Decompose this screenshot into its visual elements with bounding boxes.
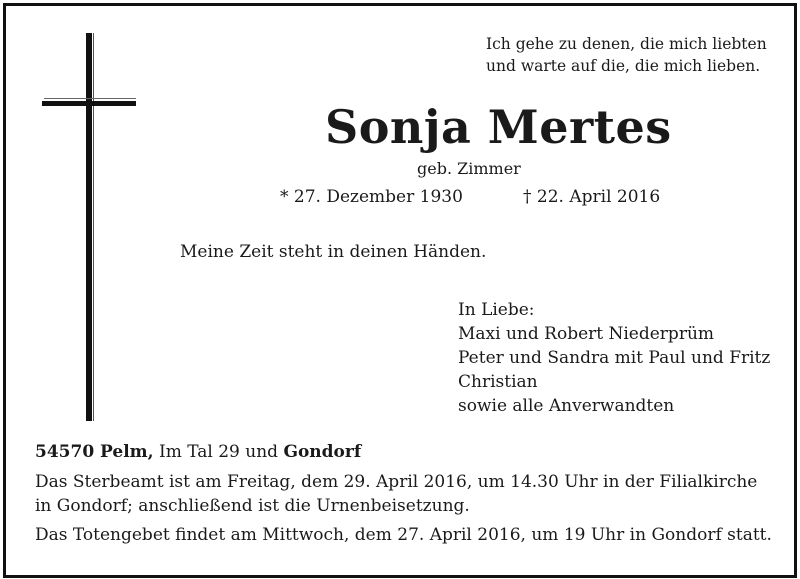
mourner-line: Peter und Sandra mit Paul und Fritz [458,348,771,368]
mourner-line: sowie alle Anverwandten [458,396,675,416]
service-info [35,470,775,552]
funeral-info: Das Sterbeamt ist am Freitag, dem 29. April 2016, um 14.30 Uhr in der Filialkirche in Gondorf; anschließend ist die Urnenbeisetzung. [35,472,758,516]
address-street: Im Tal 29 und [153,442,284,462]
mourner-line: Christian [458,372,538,392]
bible-verse: Meine Zeit steht in deinen Händen. [180,242,487,262]
death-date: † 22. April 2016 [523,187,661,207]
deceased-name: Sonja Mertes [325,100,672,154]
motto [486,33,767,77]
birth-name: geb. Zimmer [417,159,521,178]
address-line [35,442,361,462]
mourners-block [458,298,770,418]
mourners-intro: In Liebe: [458,300,535,320]
motto-line-2: und warte auf die, die mich lieben. [486,57,761,75]
mourner-line: Maxi und Robert Niederprüm [458,324,715,344]
address-postal-city: 54570 Pelm, [35,442,154,462]
birth-date: * 27. Dezember 1930 [280,187,463,207]
motto-line-1: Ich gehe zu denen, die mich liebten [486,35,767,53]
address-place: Gondorf [283,442,362,462]
prayer-info: Das Totengebet findet am Mittwoch, dem 27. April 2016, um 19 Uhr in Gondorf statt. [35,525,772,545]
